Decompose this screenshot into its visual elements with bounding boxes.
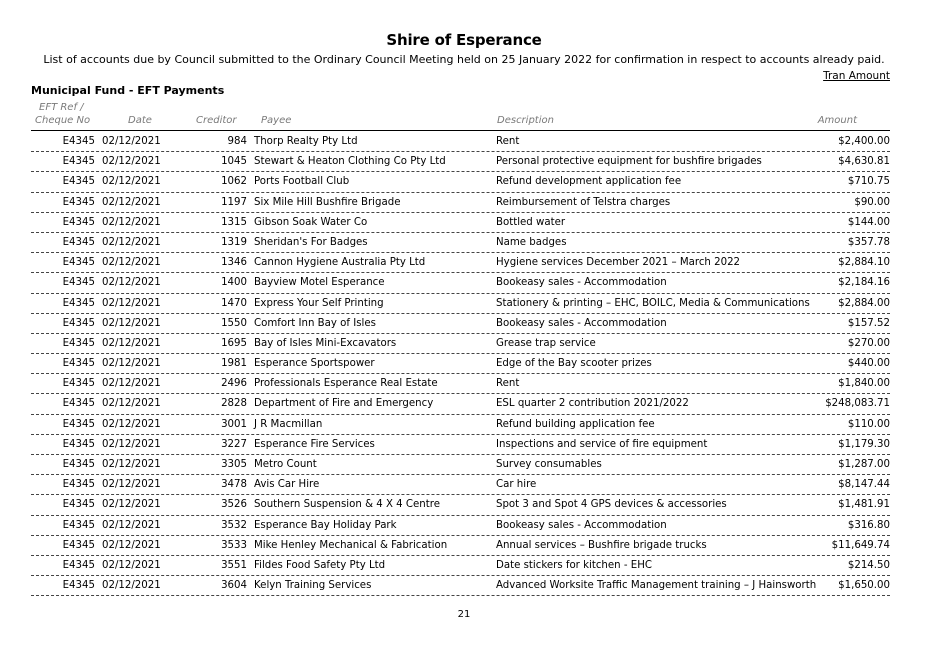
header-ref-line2: Cheque No bbox=[35, 115, 91, 126]
cell-ref: E4345 bbox=[62, 378, 95, 390]
cell-payee: Avis Car Hire bbox=[254, 479, 320, 491]
cell-creditor: 1400 bbox=[221, 277, 247, 289]
table-row bbox=[31, 233, 890, 253]
cell-payee: Express Your Self Printing bbox=[254, 297, 384, 309]
cell-creditor: 3532 bbox=[221, 519, 247, 531]
cell-amount: $110.00 bbox=[847, 418, 890, 430]
table-row bbox=[31, 334, 890, 354]
page-number: 21 bbox=[457, 609, 471, 620]
cell-date: 02/12/2021 bbox=[102, 156, 161, 168]
cell-date: 02/12/2021 bbox=[102, 277, 161, 289]
cell-payee: Mike Henley Mechanical & Fabrication bbox=[254, 539, 448, 551]
cell-payee: J R Macmillan bbox=[254, 418, 323, 430]
cell-date: 02/12/2021 bbox=[102, 459, 161, 470]
cell-ref: E4345 bbox=[62, 580, 95, 592]
cell-payee: Esperance Fire Services bbox=[254, 438, 375, 450]
cell-amount: $4,630.81 bbox=[838, 156, 890, 168]
table-row bbox=[31, 253, 890, 273]
cell-creditor: 1319 bbox=[221, 236, 247, 248]
cell-payee: Esperance Bay Holiday Park bbox=[254, 519, 397, 531]
cell-payee: Cannon Hygiene Australia Pty Ltd bbox=[254, 257, 426, 269]
cell-creditor: 3604 bbox=[221, 580, 247, 592]
cell-creditor: 3478 bbox=[221, 479, 247, 491]
cell-payee: Six Mile Hill Bushfire Brigade bbox=[254, 196, 401, 208]
table-row bbox=[31, 354, 890, 374]
cell-ref: E4345 bbox=[62, 358, 95, 370]
cell-creditor: 1695 bbox=[221, 337, 247, 349]
cell-payee: Thorp Realty Pty Ltd bbox=[254, 136, 358, 147]
cell-ref: E4345 bbox=[62, 196, 95, 208]
cell-ref: E4345 bbox=[62, 156, 95, 168]
header-description: Description bbox=[497, 115, 554, 126]
cell-amount: $2,884.00 bbox=[838, 297, 890, 309]
cell-description: Hygiene services December 2021 – March 2022 bbox=[496, 257, 741, 269]
cell-description: ESL quarter 2 contribution 2021/2022 bbox=[496, 398, 689, 410]
cell-creditor: 2496 bbox=[221, 378, 247, 390]
cell-creditor: 3551 bbox=[221, 559, 247, 571]
cell-date: 02/12/2021 bbox=[102, 580, 161, 592]
cell-ref: E4345 bbox=[62, 438, 95, 450]
cell-description: Rent bbox=[496, 378, 520, 390]
table-row bbox=[31, 314, 890, 334]
cell-amount: $710.75 bbox=[847, 176, 890, 188]
cell-description: Spot 3 and Spot 4 GPS devices & accessories bbox=[496, 499, 727, 511]
cell-amount: $440.00 bbox=[847, 358, 890, 370]
cell-creditor: 3533 bbox=[221, 539, 247, 551]
cell-payee: Southern Suspension & 4 X 4 Centre bbox=[254, 499, 440, 511]
cell-description: Car hire bbox=[496, 479, 537, 491]
cell-payee: Fildes Food Safety Pty Ltd bbox=[254, 559, 386, 571]
cell-creditor: 3526 bbox=[221, 499, 247, 511]
table-row bbox=[31, 394, 890, 414]
cell-payee: Esperance Sportspower bbox=[254, 358, 375, 370]
cell-creditor: 1045 bbox=[221, 156, 247, 168]
cell-payee: Gibson Soak Water Co bbox=[254, 216, 368, 228]
cell-creditor: 3227 bbox=[221, 438, 247, 450]
cell-ref: E4345 bbox=[62, 499, 95, 511]
cell-amount: $8,147.44 bbox=[838, 479, 890, 491]
cell-description: Rent bbox=[496, 136, 520, 147]
cell-description: Survey consumables bbox=[496, 459, 602, 470]
cell-description: Reimbursement of Telstra charges bbox=[496, 196, 671, 208]
cell-date: 02/12/2021 bbox=[102, 136, 161, 147]
table-row bbox=[31, 374, 890, 394]
table-row bbox=[31, 273, 890, 293]
cell-amount: $1,481.91 bbox=[838, 499, 890, 511]
table-row bbox=[31, 556, 890, 576]
cell-amount: $2,184.16 bbox=[838, 277, 890, 289]
header-payee: Payee bbox=[261, 115, 292, 126]
cell-creditor: 984 bbox=[227, 136, 247, 147]
cell-payee: Stewart & Heaton Clothing Co Pty Ltd bbox=[254, 156, 446, 168]
section-title: Municipal Fund - EFT Payments bbox=[31, 84, 225, 97]
cell-ref: E4345 bbox=[62, 418, 95, 430]
cell-description: Annual services – Bushfire brigade trucks bbox=[496, 539, 707, 551]
cell-amount: $270.00 bbox=[847, 337, 890, 349]
cell-ref: E4345 bbox=[62, 277, 95, 289]
cell-ref: E4345 bbox=[62, 559, 95, 571]
table-row bbox=[31, 495, 890, 515]
cell-ref: E4345 bbox=[62, 398, 95, 410]
cell-date: 02/12/2021 bbox=[102, 196, 161, 208]
table-row bbox=[31, 576, 890, 596]
cell-amount: $1,840.00 bbox=[838, 378, 890, 390]
cell-payee: Department of Fire and Emergency bbox=[254, 398, 434, 410]
cell-date: 02/12/2021 bbox=[102, 337, 161, 349]
cell-date: 02/12/2021 bbox=[102, 398, 161, 410]
cell-date: 02/12/2021 bbox=[102, 236, 161, 248]
cell-description: Advanced Worksite Traffic Management training – J Hainsworth bbox=[496, 580, 817, 592]
cell-description: Stationery & printing – EHC, BOILC, Media & Communications bbox=[496, 297, 810, 309]
cell-date: 02/12/2021 bbox=[102, 257, 161, 269]
cell-payee: Professionals Esperance Real Estate bbox=[254, 378, 438, 390]
cell-amount: $11,649.74 bbox=[831, 539, 890, 551]
cell-description: Bookeasy sales - Accommodation bbox=[496, 277, 667, 289]
page-subtitle: List of accounts due by Council submitted to the Ordinary Council Meeting held on 25 January 2022 for confirmation in respect to accounts already paid. bbox=[43, 53, 885, 66]
cell-description: Bottled water bbox=[496, 216, 566, 228]
cell-ref: E4345 bbox=[62, 236, 95, 248]
cell-description: Personal protective equipment for bushfire brigades bbox=[496, 156, 762, 168]
cell-amount: $1,179.30 bbox=[838, 438, 890, 450]
cell-date: 02/12/2021 bbox=[102, 519, 161, 531]
cell-description: Inspections and service of fire equipment bbox=[496, 438, 708, 450]
cell-description: Edge of the Bay scooter prizes bbox=[496, 358, 652, 370]
cell-description: Bookeasy sales - Accommodation bbox=[496, 317, 667, 329]
cell-amount: $144.00 bbox=[847, 216, 890, 228]
cell-creditor: 1550 bbox=[221, 317, 247, 329]
cell-payee: Sheridan's For Badges bbox=[254, 236, 368, 248]
cell-date: 02/12/2021 bbox=[102, 378, 161, 390]
cell-amount: $157.52 bbox=[847, 317, 890, 329]
cell-ref: E4345 bbox=[62, 216, 95, 228]
cell-ref: E4345 bbox=[62, 479, 95, 491]
cell-ref: E4345 bbox=[62, 297, 95, 309]
header-amount: Amount bbox=[817, 115, 857, 126]
page-title: Shire of Esperance bbox=[386, 31, 542, 49]
table-row bbox=[31, 455, 890, 475]
table-row bbox=[31, 213, 890, 233]
cell-creditor: 1062 bbox=[221, 176, 247, 188]
cell-amount: $2,400.00 bbox=[838, 136, 890, 147]
header-creditor: Creditor bbox=[196, 115, 237, 126]
cell-payee: Kelyn Training Services bbox=[254, 580, 372, 592]
cell-date: 02/12/2021 bbox=[102, 317, 161, 329]
cell-description: Bookeasy sales - Accommodation bbox=[496, 519, 667, 531]
cell-date: 02/12/2021 bbox=[102, 176, 161, 188]
cell-creditor: 3305 bbox=[221, 459, 247, 470]
table-row bbox=[31, 536, 890, 556]
cell-ref: E4345 bbox=[62, 176, 95, 188]
cell-date: 02/12/2021 bbox=[102, 539, 161, 551]
cell-date: 02/12/2021 bbox=[102, 358, 161, 370]
cell-creditor: 1981 bbox=[221, 358, 247, 370]
cell-date: 02/12/2021 bbox=[102, 559, 161, 571]
cell-ref: E4345 bbox=[62, 136, 95, 147]
cell-date: 02/12/2021 bbox=[102, 479, 161, 491]
cell-amount: $248,083.71 bbox=[825, 398, 890, 410]
table-row bbox=[31, 516, 890, 536]
cell-payee: Ports Football Club bbox=[254, 176, 350, 188]
cell-creditor: 1315 bbox=[221, 216, 247, 228]
cell-date: 02/12/2021 bbox=[102, 499, 161, 511]
cell-ref: E4345 bbox=[62, 337, 95, 349]
cell-amount: $90.00 bbox=[854, 196, 890, 208]
cell-description: Name badges bbox=[496, 236, 567, 248]
table-row bbox=[31, 294, 890, 314]
cell-ref: E4345 bbox=[62, 519, 95, 531]
cell-creditor: 1346 bbox=[221, 257, 247, 269]
cell-amount: $357.78 bbox=[847, 236, 890, 248]
cell-amount: $214.50 bbox=[847, 559, 890, 571]
cell-amount: $1,650.00 bbox=[838, 580, 890, 592]
table-row bbox=[31, 172, 890, 192]
payments-table bbox=[31, 132, 890, 596]
cell-ref: E4345 bbox=[62, 257, 95, 269]
table-row bbox=[31, 193, 890, 213]
tran-amount-label: Tran Amount bbox=[823, 70, 890, 82]
cell-creditor: 1197 bbox=[221, 196, 247, 208]
cell-creditor: 2828 bbox=[221, 398, 247, 410]
header-rule bbox=[31, 130, 890, 131]
cell-payee: Comfort Inn Bay of Isles bbox=[254, 317, 376, 329]
table-row bbox=[31, 132, 890, 152]
cell-description: Refund development application fee bbox=[496, 176, 682, 188]
cell-ref: E4345 bbox=[62, 317, 95, 329]
cell-creditor: 3001 bbox=[221, 418, 247, 430]
cell-date: 02/12/2021 bbox=[102, 418, 161, 430]
cell-payee: Bayview Motel Esperance bbox=[254, 277, 385, 289]
cell-amount: $1,287.00 bbox=[838, 459, 890, 470]
cell-ref: E4345 bbox=[62, 459, 95, 470]
table-row bbox=[31, 415, 890, 435]
cell-amount: $316.80 bbox=[847, 519, 890, 531]
cell-description: Refund building application fee bbox=[496, 418, 655, 430]
header-ref-line1: EFT Ref / bbox=[39, 102, 84, 113]
cell-description: Date stickers for kitchen - EHC bbox=[496, 559, 652, 571]
table-row bbox=[31, 475, 890, 495]
cell-date: 02/12/2021 bbox=[102, 297, 161, 309]
cell-description: Grease trap service bbox=[496, 337, 596, 349]
table-row bbox=[31, 152, 890, 172]
cell-date: 02/12/2021 bbox=[102, 216, 161, 228]
cell-date: 02/12/2021 bbox=[102, 438, 161, 450]
cell-creditor: 1470 bbox=[221, 297, 247, 309]
cell-payee: Metro Count bbox=[254, 459, 317, 470]
table-row bbox=[31, 435, 890, 455]
cell-payee: Bay of Isles Mini-Excavators bbox=[254, 337, 397, 349]
header-date: Date bbox=[128, 115, 152, 126]
cell-ref: E4345 bbox=[62, 539, 95, 551]
cell-amount: $2,884.10 bbox=[838, 257, 890, 269]
